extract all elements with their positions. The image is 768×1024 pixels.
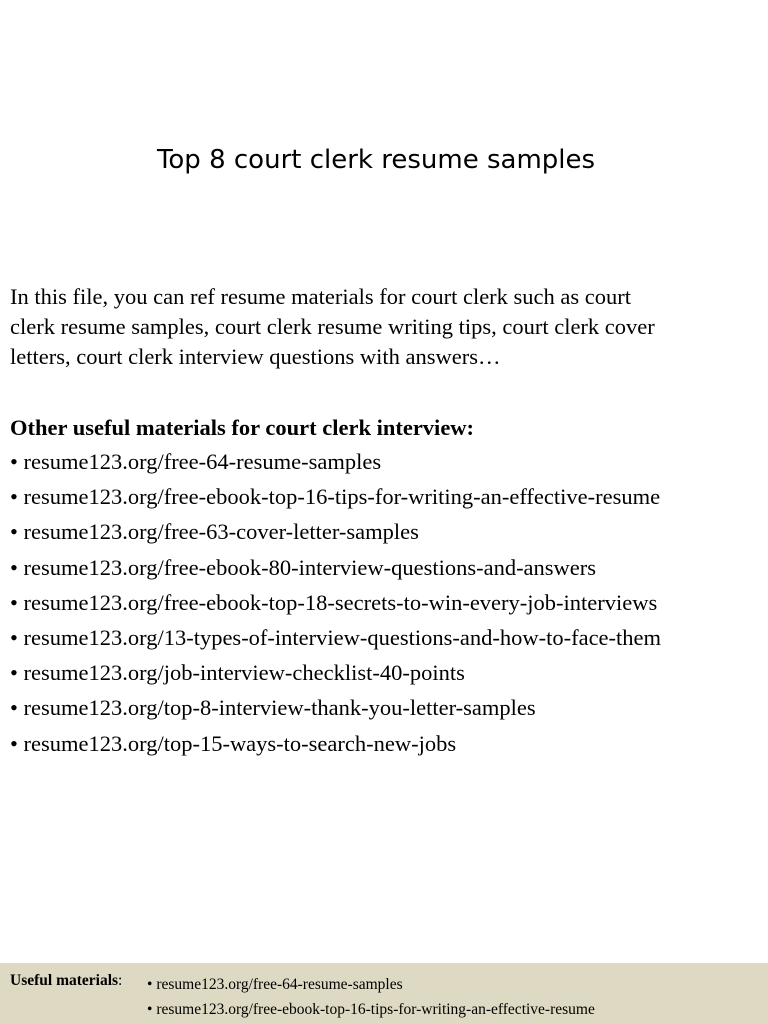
material-link[interactable]: resume123.org/free-ebook-top-16-tips-for-writing-an-effective-resume bbox=[23, 484, 661, 510]
bullet: • bbox=[10, 589, 18, 615]
list-item bbox=[10, 550, 766, 585]
footer-link-list bbox=[147, 972, 595, 1022]
list-item bbox=[10, 690, 766, 725]
bullet: • bbox=[10, 660, 18, 686]
footer-label bbox=[10, 972, 122, 990]
materials-section bbox=[10, 412, 766, 761]
material-link[interactable]: resume123.org/free-ebook-80-interview-questions-and-answers bbox=[23, 554, 597, 580]
materials-heading: Other useful materials for court clerk interview: bbox=[10, 415, 475, 440]
material-link[interactable]: resume123.org/free-64-resume-samples bbox=[23, 449, 382, 474]
bullet: • bbox=[147, 976, 153, 993]
list-item bbox=[10, 655, 766, 690]
bullet: • bbox=[10, 484, 18, 510]
list-item bbox=[10, 726, 766, 761]
list-item bbox=[147, 972, 595, 997]
footer-label-text: Useful materials bbox=[10, 972, 119, 989]
material-link[interactable]: resume123.org/top-8-interview-thank-you-letter-samples bbox=[23, 695, 536, 721]
footer-bar bbox=[0, 963, 768, 1024]
material-link[interactable]: resume123.org/top-15-ways-to-search-new-jobs bbox=[23, 730, 457, 756]
bullet: • bbox=[10, 449, 18, 474]
bullet: • bbox=[10, 625, 18, 651]
page-title: Top 8 court clerk resume samples bbox=[156, 145, 596, 175]
bullet: • bbox=[10, 554, 18, 580]
intro-line: clerk resume samples, court clerk resume writing tips, court clerk cover bbox=[10, 314, 655, 339]
material-link[interactable]: resume123.org/free-63-cover-letter-samples bbox=[23, 519, 419, 545]
footer-link[interactable]: resume123.org/free-ebook-top-16-tips-for-writing-an-effective-resume bbox=[156, 1001, 595, 1018]
list-item bbox=[147, 997, 595, 1022]
bullet: • bbox=[10, 730, 18, 756]
intro-paragraph bbox=[10, 282, 762, 372]
list-item bbox=[10, 585, 766, 620]
bullet: • bbox=[147, 1001, 153, 1018]
list-item bbox=[10, 479, 766, 514]
material-link[interactable]: resume123.org/13-types-of-interview-questions-and-how-to-face-them bbox=[23, 625, 662, 651]
list-item bbox=[10, 620, 766, 655]
material-link[interactable]: resume123.org/free-ebook-top-18-secrets-to-win-every-job-interviews bbox=[23, 589, 658, 615]
list-item bbox=[10, 514, 766, 549]
list-item bbox=[10, 444, 766, 479]
material-link[interactable]: resume123.org/job-interview-checklist-40-points bbox=[23, 660, 465, 686]
bullet: • bbox=[10, 695, 18, 721]
bullet: • bbox=[10, 519, 18, 545]
footer-label-separator: : bbox=[118, 972, 123, 989]
intro-line: letters, court clerk interview questions with answers… bbox=[10, 344, 501, 369]
intro-line: In this file, you can ref resume materials for court clerk such as court bbox=[10, 284, 632, 309]
footer-link[interactable]: resume123.org/free-64-resume-samples bbox=[156, 976, 403, 993]
materials-link-list bbox=[10, 444, 766, 761]
